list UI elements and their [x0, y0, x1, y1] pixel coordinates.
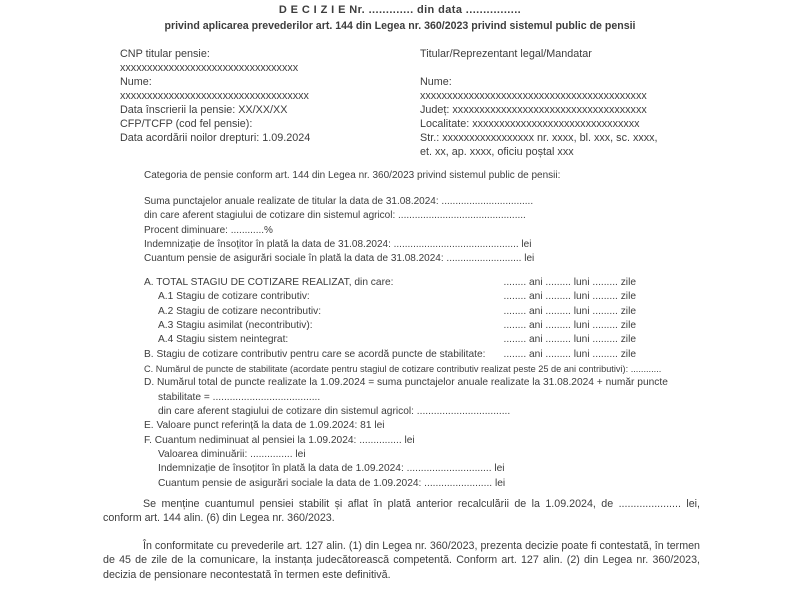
contribution-period-block [144, 276, 696, 491]
stagiu-a4-row [144, 333, 636, 347]
undiminished-amount-line: F. Cuantum nediminuat al pensiei la 1.09.2024: ............... lei [144, 434, 415, 446]
enrollment-date-line: Data înscrierii la pensie: XX/XX/XX [120, 104, 288, 116]
stagiu-a3-row [144, 319, 636, 333]
annual-points-line: Suma punctajelor anuale realizate de titular la data de 31.08.2024: ................................. [144, 196, 534, 207]
representative-name-value: xxxxxxxxxxxxxxxxxxxxxxxxxxxxxxxxxxxxxxxxxx [420, 90, 647, 102]
identification-block [120, 47, 658, 159]
agricultural-points-line: din care aferent stagiului de cotizare din sistemul agricol: .............................................. [144, 210, 526, 222]
stagiu-a1-label: A.1 Stagiu de cotizare contributiv: [158, 291, 310, 303]
agricultural-share-line: din care aferent stagiului de cotizare din sistemul agricol: ................................. [158, 406, 511, 418]
amounts-block [144, 195, 534, 266]
representative-heading: Titular/Reprezentant legal/Mandatar [420, 48, 592, 60]
stagiu-a1-value: ........ ani ......... luni ......... zile [503, 291, 636, 303]
cnp-value: xxxxxxxxxxxxxxxxxxxxxxxxxxxxxxxxx [120, 62, 299, 74]
pension-amount-new-line: Cuantum pensie de asigurări sociale la data de 1.09.2024: ........................ lei [158, 477, 506, 489]
stagiu-a2-label: A.2 Stagiu de cotizare necontributiv: [158, 305, 322, 317]
stagiu-total-row [144, 276, 636, 290]
stability-equals-line: stabilitate = ...................................... [158, 391, 321, 403]
stagiu-a2-value: ........ ani ......... luni ......... zile [503, 305, 636, 317]
stagiu-a3-label: A.3 Stagiu asimilat (necontributiv): [158, 320, 313, 332]
street-continuation-line: et. xx, ap. xxxx, oficiu poștal xxx [420, 146, 574, 158]
representative-block [420, 47, 658, 159]
total-points-line: D. Numărul total de puncte realizate la 1.09.2024 = suma punctajelor anuale realizate la 31.08.2024 + număr puncte [144, 377, 668, 389]
street-line: Str.: xxxxxxxxxxxxxxxxx nr. xxxx, bl. xxx, sc. xxxx, [420, 132, 658, 144]
maintain-amount-paragraph: Se menține cuantumul pensiei stabilit și aflat în plată anterior recalculării de la 1.09.2024, de ..................... lei, conform art. 144 alin. (6) din Legea nr. 360/2023. [103, 498, 700, 525]
locality-line: Localitate: xxxxxxxxxxxxxxxxxxxxxxxxxxxxxxx [420, 118, 640, 130]
beneficiary-block [120, 47, 420, 159]
contestation-paragraph: În conformitate cu prevederile art. 127 alin. (1) din Legea nr. 360/2023, prezenta decizie poate fi contestată, în termen de 45 de zile de la comunicare, la instanța judecătorească competentă. Conform art. 127 alin. (2) din Legea nr. 360/2023, decizia de pensionare necontestată în termen este definitivă. [103, 540, 700, 581]
beneficiary-name-label: Nume: [120, 76, 152, 88]
current-pension-amount-line: Cuantum pensie de asigurări sociale în plată la data de 31.08.2024: ........................... lei [144, 253, 535, 265]
reduction-value-line: Valoarea diminuării: ............... lei [158, 449, 306, 461]
pension-code-line: CFP/TCFP (cod fel pensie): [120, 118, 253, 130]
beneficiary-name-value: xxxxxxxxxxxxxxxxxxxxxxxxxxxxxxxxxxx [120, 90, 309, 102]
companion-allowance-line: Indemnizație de însoțitor în plată la data de 31.08.2024: ............................................. lei [144, 238, 532, 250]
stagiu-a4-value: ........ ani ......... luni ......... zile [503, 334, 636, 346]
stagiu-b-value: ........ ani ......... luni ......... zile [503, 348, 636, 360]
stagiu-b-label: B. Stagiu de cotizare contributiv pentru care se acordă puncte de stabilitate: [144, 348, 486, 360]
stagiu-b-row [144, 348, 636, 362]
stagiu-total-label: A. TOTAL STAGIU DE COTIZARE REALIZAT, din care: [144, 277, 394, 288]
stagiu-a2-row [144, 305, 636, 319]
document-title: D E C I Z I E Nr. ............. din data ................ [278, 4, 522, 16]
stagiu-a4-label: A.4 Stagiu sistem neintegrat: [158, 334, 289, 346]
cnp-label: CNP titular pensie: [120, 48, 210, 60]
document-header [0, 4, 800, 32]
representative-name-label: Nume: [420, 76, 452, 88]
stagiu-total-value: ........ ani ......... luni ......... zile [503, 277, 636, 288]
stagiu-a1-row [144, 290, 636, 304]
reference-point-value-line: E. Valoare punct referință la data de 1.09.2024: 81 lei [144, 420, 385, 432]
document-subtitle: privind aplicarea prevederilor art. 144 din Legea nr. 360/2023 privind sistemul public de pensii [164, 20, 636, 32]
companion-allowance-new-line: Indemnizație de însoțitor în plată la data de 1.09.2024: .............................. lei [158, 463, 505, 475]
new-rights-date-line: Data acordării noilor drepturi: 1.09.2024 [120, 132, 311, 144]
stagiu-a3-value: ........ ani ......... luni ......... zile [503, 320, 636, 332]
county-line: Județ: xxxxxxxxxxxxxxxxxxxxxxxxxxxxxxxxxxxx [420, 104, 647, 116]
reduction-percent-line: Procent diminuare: ............% [144, 224, 273, 236]
stability-points-line: C. Numărul de puncte de stabilitate (acordate pentru stagiul de cotizare contributiv realizat peste 25 de ani contributivi): ............ [144, 364, 662, 375]
pension-category-line: Categoria de pensie conform art. 144 din Legea nr. 360/2023 privind sistemul public de pensii: [144, 170, 561, 181]
